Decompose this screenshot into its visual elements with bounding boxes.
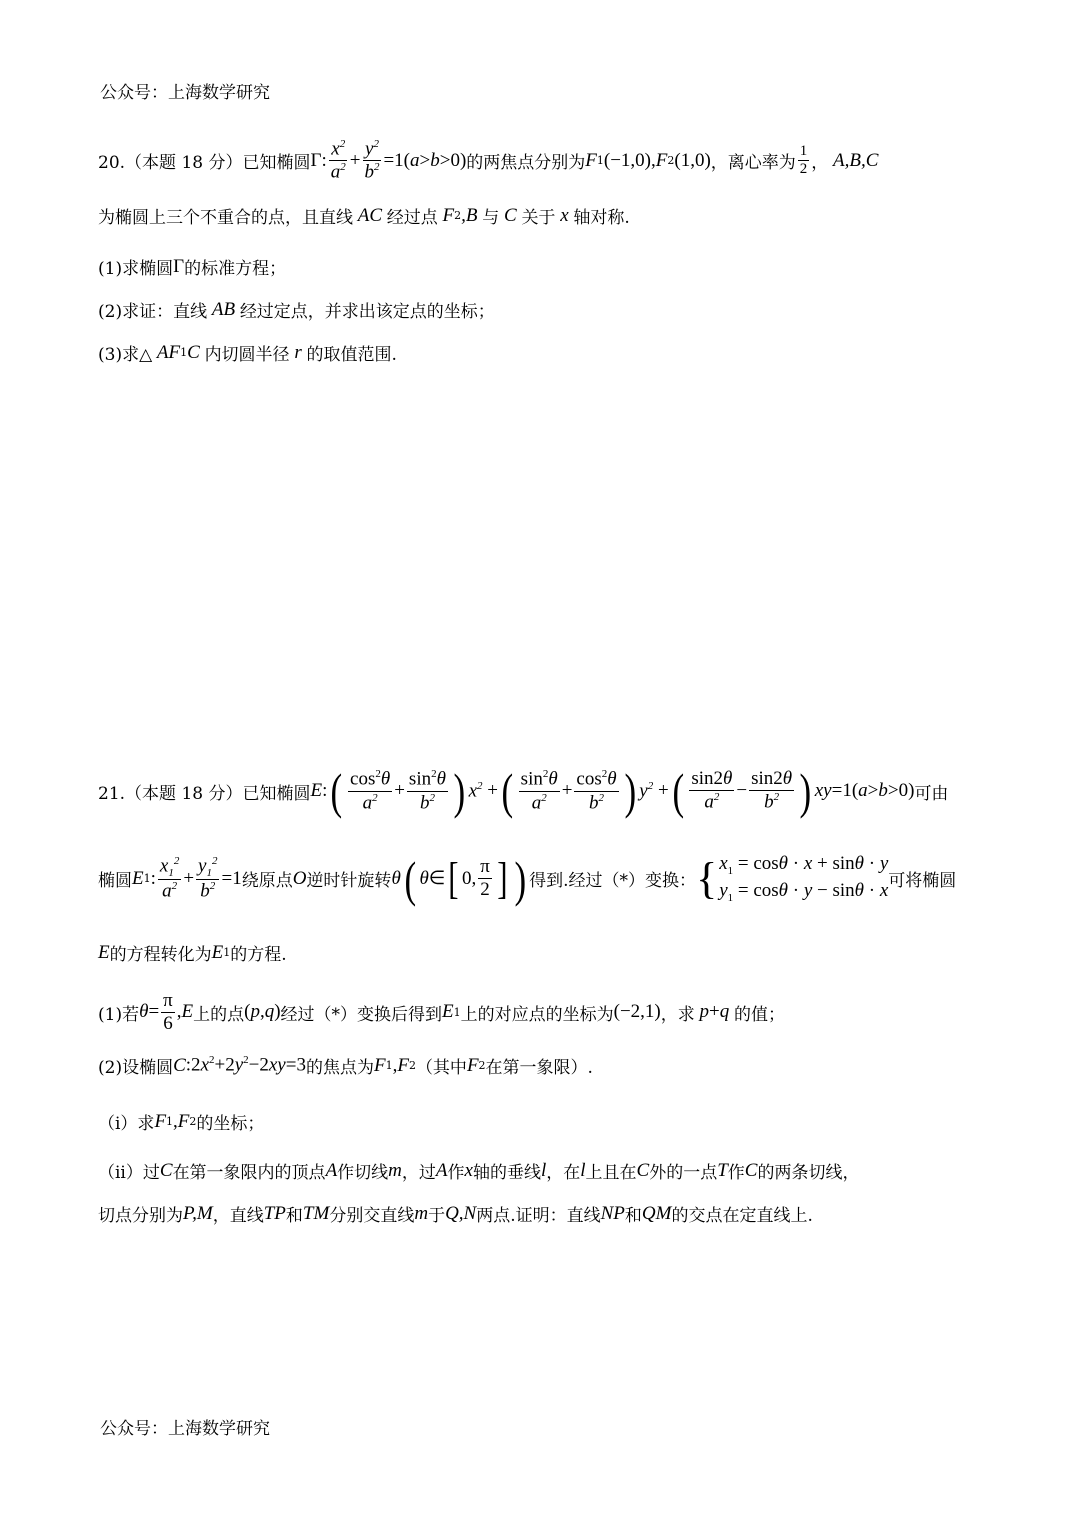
q20-part1: (1)求椭圆 Γ 的标准方程；: [98, 255, 287, 279]
q21-p1c: 经过（*）变换后得到: [280, 1004, 443, 1025]
q21-p2b: 的焦点为: [305, 1058, 374, 1078]
q21-part2-ii-line1: （ii）过 C 在第一象限内的顶点 A 作切线 m ，过 A 作 x 轴的垂线 l ，在 l 上且在 C 外的一点 T 作 C 的两条切线，: [98, 1159, 860, 1183]
page-footer: 公众号：上海数学研究: [100, 1419, 270, 1439]
q20-p1a: (1)求椭圆: [98, 259, 174, 279]
q21-p2c: （其中: [415, 1058, 467, 1078]
q21-ii1f: 轴的垂线: [472, 1163, 541, 1183]
q21-l3a: 的方程转化为: [109, 945, 212, 965]
q20-p3a: (3)求△: [98, 345, 153, 365]
q21-p1b: 上的点: [193, 1004, 245, 1025]
q20-p1b: 的标准方程；: [184, 259, 287, 279]
q21-ii2g: 和: [624, 1206, 642, 1226]
q20-p2b: 经过定点，并求出该定点的坐标；: [239, 302, 495, 322]
q20-t3: ，: [811, 153, 829, 174]
q20-t1: 的两焦点分别为: [466, 153, 586, 174]
q21-part2-ii-line2: 切点分别为 P,M ，直线 TP 和 TM 分别交直线 m 于 Q,N 两点.证明：直线 NP 和 QM 的交点在定直线上.: [98, 1202, 813, 1226]
q20-line2: 为椭圆上三个不重合的点，且直线 AC 经过点 F 2 ,B 与 C 关于 x 轴对称.: [98, 204, 630, 228]
q20-p2a: (2)求证：直线: [98, 302, 208, 322]
q21-l2c: 逆时针旋转: [306, 871, 392, 892]
q21-line3: E 的方程转化为 E 1 的方程.: [98, 941, 287, 965]
q21-ii1a: （ii）过: [98, 1163, 160, 1183]
q21-line1: 21.（本题 18 分）已知椭圆 E : ( $\frac{\cos^2\theta}{a^2}$ + $\frac{\sin^2\theta}{b^2}$ ) $x^2$ + ( $\frac{\sin^2\theta}{a^2}$ + $\frac{\cos^2\theta}{b^2}$ ) $y^2$ + ( $\frac{\sin 2\theta}{a^2}$ − $\frac{\sin 2\theta}{b^2}$ ) xy =1(a>b>0) 可由: [98, 763, 949, 819]
q21-line2: 椭圆 E 1 : $\frac{x_1^2}{a^2}$ + $\frac{y_1^2}{b^2}$ =1 绕原点 O 逆时针旋转 θ ( θ ∈ [ 0, $\frac{\pi}{2}$ ] ) 得到.经过（*）变换： { $x_1 = \cos\theta \cdot x + \sin\theta \cdot y$ $y_1 = \cos\theta \cdot y - \sin\theta \cdot x$ 可将椭圆: [98, 850, 957, 907]
q21-ii1i: 外的一点: [649, 1163, 718, 1183]
q21-p1e: ，求: [660, 1004, 695, 1025]
q20-line2b: 经过点: [386, 208, 438, 228]
q21-ii1h: 上且在: [585, 1163, 637, 1183]
q21-l2a: 椭圆: [98, 871, 132, 892]
q21-ii2h: 的交点在定直线上.: [671, 1206, 813, 1226]
q21-p1f: 的值；: [733, 1004, 785, 1025]
q21-ii2b: ，直线: [212, 1206, 264, 1226]
q21-ii2e: 于: [428, 1206, 446, 1226]
q21-ii1k: 的两条切线，: [757, 1163, 860, 1183]
q21-ii2a: 切点分别为: [98, 1206, 183, 1226]
q21-i1a: （i）求: [98, 1114, 155, 1134]
q20-line2e: 轴对称.: [573, 208, 630, 228]
q21-p1d: 上的对应点的坐标为: [460, 1004, 614, 1025]
q20-line2a: 为椭圆上三个不重合的点，且直线: [98, 208, 353, 228]
q21-p2d: 在第一象限）.: [485, 1058, 593, 1078]
q20-line2c: 与: [482, 208, 500, 228]
q21-part1: (1)若 θ = $\frac{\pi}{6}$ , E 上的点 (p,q) 经过（*）变换后得到 E 1 上的对应点的坐标为 (−2,1) ，求 p + q 的值；: [98, 990, 785, 1034]
q21-i1b: 的坐标；: [196, 1114, 265, 1134]
page-header: 公众号：上海数学研究: [100, 83, 270, 103]
q21-ii1e: 作: [447, 1163, 465, 1183]
q21-t1: 可由: [914, 783, 949, 804]
q20-part3: (3)求△ AF 1 C 内切圆半径 r 的取值范围.: [98, 341, 397, 365]
q20-p3b: 内切圆半径: [204, 345, 290, 365]
q20-part2: (2)求证：直线 AB 经过定点，并求出该定点的坐标；: [98, 298, 495, 322]
q21-ii1b: 在第一象限内的顶点: [172, 1163, 326, 1183]
q21-ii2d: 分别交直线: [329, 1206, 415, 1226]
q21-lead: 21.（本题 18 分）已知椭圆: [98, 783, 311, 804]
q21-p1a: (1)若: [98, 1004, 140, 1025]
q21-l2d: 得到.经过（*）变换：: [529, 871, 697, 892]
q20-p3c: 的取值范围.: [306, 345, 397, 365]
q20-line1: 20.（本题 18 分）已知椭圆 Γ: $\frac{x^2}{a^2}$ + $\frac{y^2}{b^2}$ =1(a>b>0) 的两焦点分别为 F 1 (−1,0), F 2 (1,0) ，离心率为 $\frac{1}{2}$ ， A,B,C: [98, 138, 879, 183]
q20-t2: ，离心率为: [710, 153, 796, 174]
q21-part2: (2)设椭圆 C $:2x^2+2y^2-2xy=3$ 的焦点为 F 1 , F 2 （其中 F 2 在第一象限）.: [98, 1054, 593, 1078]
q21-p2a: (2)设椭圆: [98, 1058, 174, 1078]
q21-l3b: 的方程.: [230, 945, 287, 965]
q21-ii1g: ，在: [546, 1163, 581, 1183]
q21-ii2f: 两点.证明：直线: [476, 1206, 601, 1226]
q21-ii1c: 作切线: [337, 1163, 389, 1183]
q20-line2d: 关于: [521, 208, 556, 228]
q21-ii1d: ，过: [401, 1163, 436, 1183]
q21-l2b: 绕原点: [241, 871, 293, 892]
q20-lead: 20.（本题 18 分）已知椭圆: [98, 153, 311, 174]
q21-l2e: 可将椭圆: [888, 871, 957, 892]
q21-part2-i: （i）求 F 1 , F 2 的坐标；: [98, 1110, 265, 1134]
q21-ii2c: 和: [285, 1206, 303, 1226]
q21-ii1j: 作: [727, 1163, 745, 1183]
